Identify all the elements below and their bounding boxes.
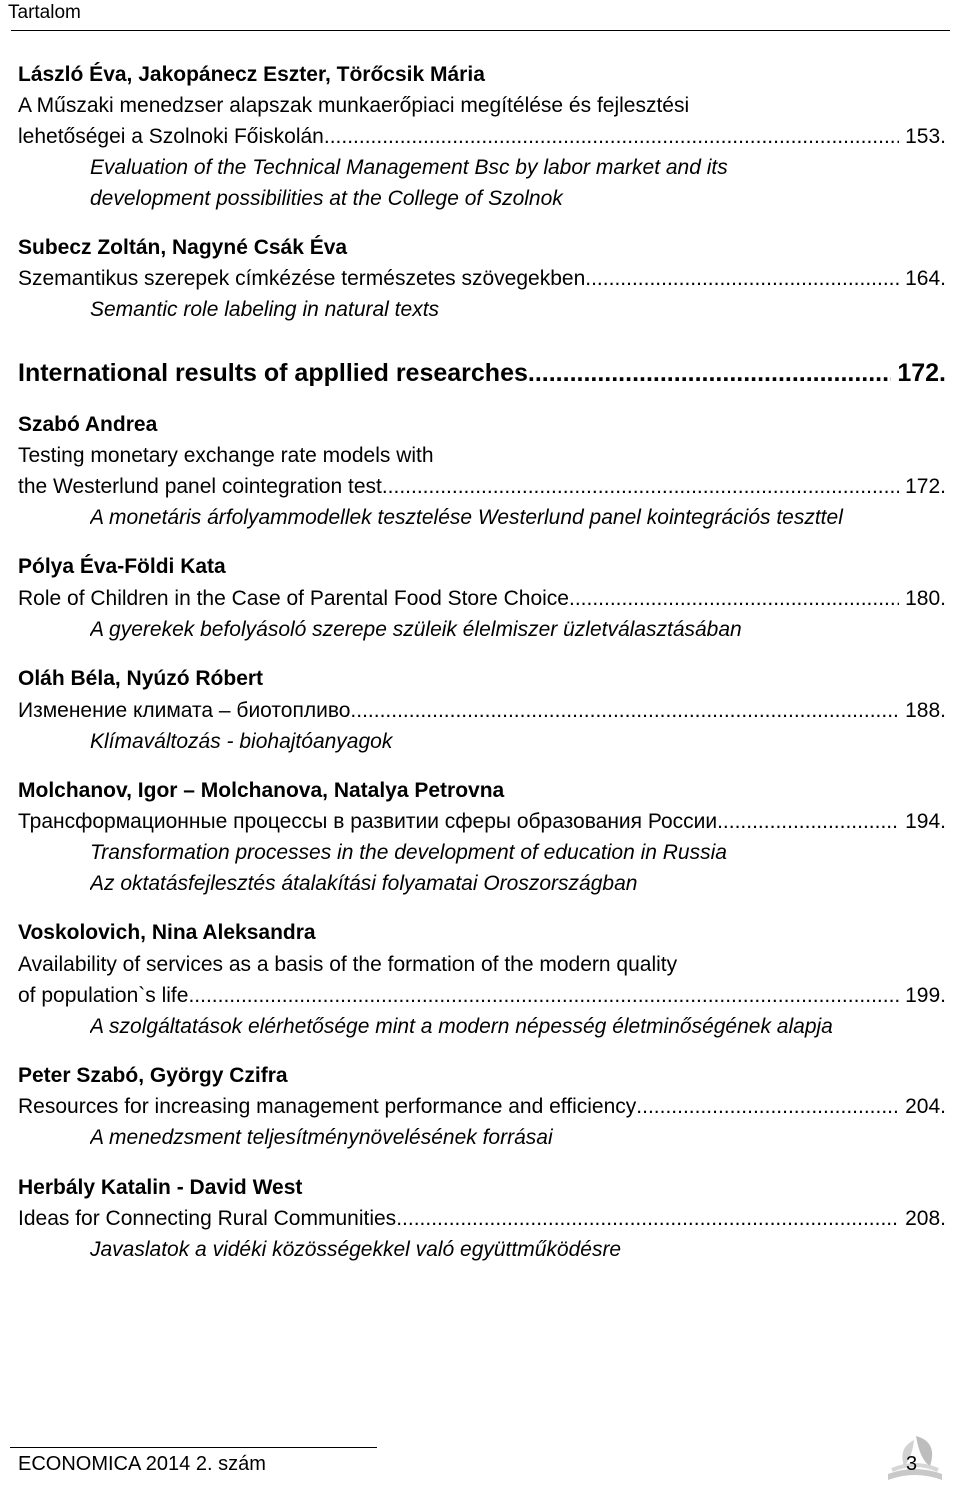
entry-page-number: 172. [905, 475, 946, 498]
entry-translation: A menedzsment teljesítménynövelésének forrásai [90, 1126, 553, 1149]
page-number: 3 [906, 1453, 918, 1475]
entry-authors: Voskolovich, Nina Aleksandra [18, 921, 316, 944]
entry-authors: Herbály Katalin - David West [18, 1176, 303, 1199]
entry-title-leader [18, 1093, 946, 1121]
entry-page-number: 188. [905, 699, 946, 722]
entry-translation: A monetáris árfolyammodellek tesztelése Westerlund panel kointegrációs teszttel [90, 506, 843, 529]
entry-translation: Evaluation of the Technical Management Bsc by labor market and its [90, 156, 728, 179]
dot-leader [569, 585, 899, 613]
footer-journal: ECONOMICA 2014 2. szám [18, 1453, 266, 1475]
dot-leader [717, 808, 899, 836]
entry-title: Изменение климата – биотопливо [18, 699, 351, 722]
entry-title: Ideas for Connecting Rural Communities [18, 1207, 397, 1230]
dot-leader [382, 473, 899, 501]
dot-leader [324, 123, 899, 151]
dot-leader [636, 1093, 899, 1121]
entry-page-number: 208. [905, 1207, 946, 1230]
entry-title-leader [18, 473, 946, 501]
entry-translation: Klímaváltozás - biohajtóanyagok [90, 730, 393, 753]
entry-title-leader [18, 123, 946, 151]
entry-page-number: 153. [905, 125, 946, 148]
section-page-number: 172. [897, 359, 946, 387]
entry-authors: László Éva, Jakopánecz Eszter, Törőcsik Mária [18, 63, 485, 86]
entry-page-number: 194. [905, 810, 946, 833]
entry-title: Availability of services as a basis of the formation of the modern quality [18, 953, 678, 976]
entry-title-leader [18, 808, 946, 836]
entry-authors: Peter Szabó, György Czifra [18, 1064, 288, 1087]
entry-title: A Műszaki menedzser alapszak munkaerőpiaci megítélése és fejlesztési [18, 94, 690, 117]
dot-leader [585, 265, 899, 293]
entry-title-leader [18, 265, 946, 293]
entry-title-leader [18, 585, 946, 613]
entry-authors: Subecz Zoltán, Nagyné Csák Éva [18, 236, 348, 259]
entry-title: Testing monetary exchange rate models with [18, 444, 434, 467]
entry-translation: development possibilities at the College of Szolnok [90, 187, 563, 210]
entry-translation: Semantic role labeling in natural texts [90, 298, 440, 321]
page-header [0, 0, 960, 30]
header-divider [11, 30, 950, 31]
dot-leader [396, 1205, 899, 1233]
entry-translation: A gyerekek befolyásoló szerepe szüleik élelmiszer üzletválasztásában [90, 618, 742, 641]
entry-page-number: 164. [905, 267, 946, 290]
entry-page-number: 199. [905, 984, 946, 1007]
entry-title: lehetőségei a Szolnoki Főiskolán [18, 125, 324, 148]
entry-title: Трансформационные процессы в развитии сферы образования России [18, 810, 718, 833]
entry-translation: Javaslatok a vidéki közösségekkel való együttműködésre [90, 1238, 622, 1261]
entry-translation: Az oktatásfejlesztés átalakítási folyamatai Oroszországban [90, 872, 638, 895]
header-title: Tartalom [8, 2, 81, 23]
entry-title-leader [18, 1205, 946, 1233]
entry-title: of population`s life [18, 984, 189, 1007]
entry-title: Resources for increasing management performance and efficiency [18, 1095, 637, 1118]
footer-divider [10, 1447, 377, 1448]
entry-title: the Westerlund panel cointegration test [18, 475, 382, 498]
entry-title-leader [18, 697, 946, 725]
entry-authors: Molchanov, Igor – Molchanova, Natalya Petrovna [18, 779, 505, 802]
entry-authors: Oláh Béla, Nyúzó Róbert [18, 667, 264, 690]
entry-translation: Transformation processes in the development of education in Russia [90, 841, 727, 864]
dot-leader [528, 357, 891, 389]
entry-page-number: 204. [905, 1095, 946, 1118]
entry-title: Role of Children in the Case of Parental Food Store Choice [18, 587, 569, 610]
entry-translation: A szolgáltatások elérhetősége mint a modern népesség életminőségének alapja [90, 1015, 833, 1038]
section-title: International results of appllied researches [18, 359, 528, 387]
entry-authors: Szabó Andrea [18, 413, 158, 436]
entry-title-leader [18, 982, 946, 1010]
dot-leader [350, 697, 899, 725]
section-heading [18, 357, 946, 389]
entry-authors: Pólya Éva-Földi Kata [18, 555, 226, 578]
entry-title: Szemantikus szerepek címkézése természetes szövegekben [18, 267, 586, 290]
dot-leader [188, 982, 899, 1010]
entry-page-number: 180. [905, 587, 946, 610]
